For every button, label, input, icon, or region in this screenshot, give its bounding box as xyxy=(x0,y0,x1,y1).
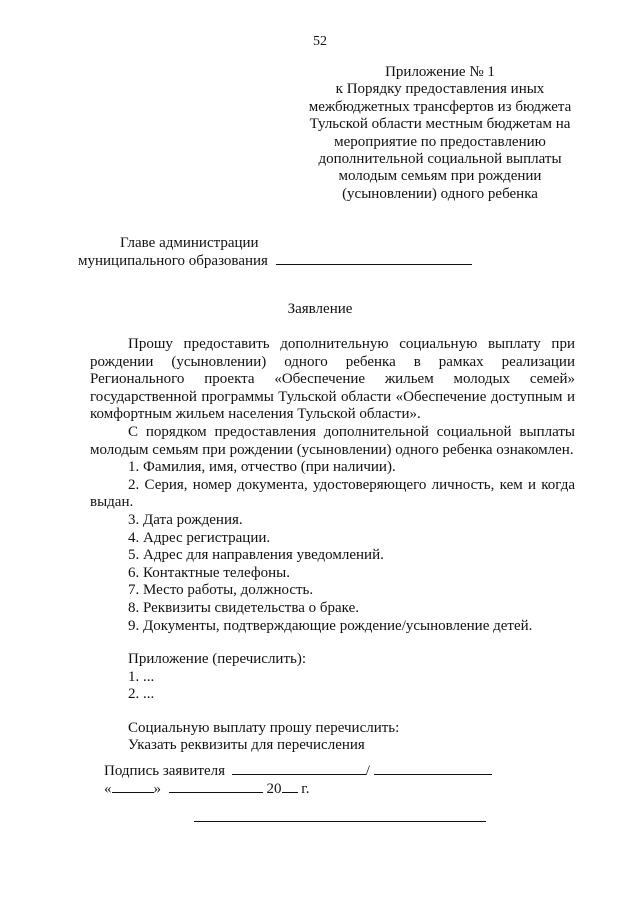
appendix-line: Приложение № 1 xyxy=(385,64,495,80)
document-body xyxy=(90,336,575,755)
list-item: 6. Контактные телефоны. xyxy=(128,564,290,581)
appendix-line: Тульской области местным бюджетам на xyxy=(309,116,571,133)
appendix-line: межбюджетных трансфертов из бюджета xyxy=(308,98,572,115)
page-number: 52 xyxy=(313,34,327,49)
signature-row xyxy=(104,762,492,780)
list-item: 1. Фамилия, имя, отчество (при наличии). xyxy=(128,459,396,476)
addressee-line: Главе администрации xyxy=(120,235,259,251)
appendix-header xyxy=(290,64,590,203)
signature-block xyxy=(104,762,492,798)
acknowledgement-paragraph: С порядком предоставления дополнительной социальной выплаты молодым семьям при рождении (усыновлении) одного ребенка ознакомлен. xyxy=(90,423,575,458)
list-item: 9. Документы, подтверждающие рождение/усыновление детей. xyxy=(128,617,533,634)
quote-close: » xyxy=(153,781,161,797)
list-item: 8. Реквизиты свидетельства о браке. xyxy=(128,599,359,616)
signature-slash: / xyxy=(365,763,370,779)
month-blank-field[interactable] xyxy=(169,780,263,793)
attachments-heading: Приложение (перечислить): xyxy=(128,651,307,668)
signature-label: Подпись заявителя xyxy=(104,763,226,779)
day-blank-field[interactable] xyxy=(112,780,154,793)
municipality-blank-field[interactable] xyxy=(276,252,472,265)
name-blank-field[interactable] xyxy=(374,762,492,775)
quote-open: « xyxy=(104,781,112,797)
attachment-item: 1. ... xyxy=(128,668,155,685)
attachment-item: 2. ... xyxy=(128,686,155,703)
bottom-signature-line[interactable] xyxy=(194,821,486,822)
appendix-line: к Порядку предоставления иных xyxy=(335,81,545,98)
addressee-municipality-row xyxy=(78,252,472,270)
year-blank-field[interactable] xyxy=(282,780,298,793)
list-item: 5. Адрес для направления уведомлений. xyxy=(128,547,384,564)
year-suffix: г. xyxy=(301,781,310,797)
appendix-line: дополнительной социальной выплаты xyxy=(318,151,562,168)
request-paragraph: Прошу предоставить дополнительную социальную выплату при рождении (усыновлении) одного ребенка в рамках реализации Регионального проекта «Обеспечение жильем молодых семей» государственной программы Тульской области «Обеспечение доступным и комфортным жильем населения Тульской области». xyxy=(90,336,575,423)
addressee-line: муниципального образования xyxy=(78,253,268,269)
list-item: 7. Место работы, должность. xyxy=(128,582,314,599)
payment-block xyxy=(90,720,575,755)
document-title: Заявление xyxy=(287,301,353,317)
year-prefix: 20 xyxy=(266,781,282,797)
list-item: 3. Дата рождения. xyxy=(128,511,243,528)
date-row xyxy=(104,780,492,798)
appendix-line: молодым семьям при рождении xyxy=(338,168,542,185)
fields-list xyxy=(90,459,575,635)
addressee-block xyxy=(78,234,472,270)
payment-line: Указать реквизиты для перечисления xyxy=(128,737,365,754)
signature-blank-field[interactable] xyxy=(232,762,366,775)
list-item: 4. Адрес регистрации. xyxy=(128,529,271,546)
appendix-line: (усыновлении) одного ребенка xyxy=(342,185,538,202)
attachments-block xyxy=(90,651,575,704)
payment-line: Социальную выплату прошу перечислить: xyxy=(128,719,400,736)
list-item: 2. Серия, номер документа, удостоверяющего личность, кем и когда выдан. xyxy=(90,476,575,511)
appendix-line: мероприятие по предоставлению xyxy=(334,133,546,150)
